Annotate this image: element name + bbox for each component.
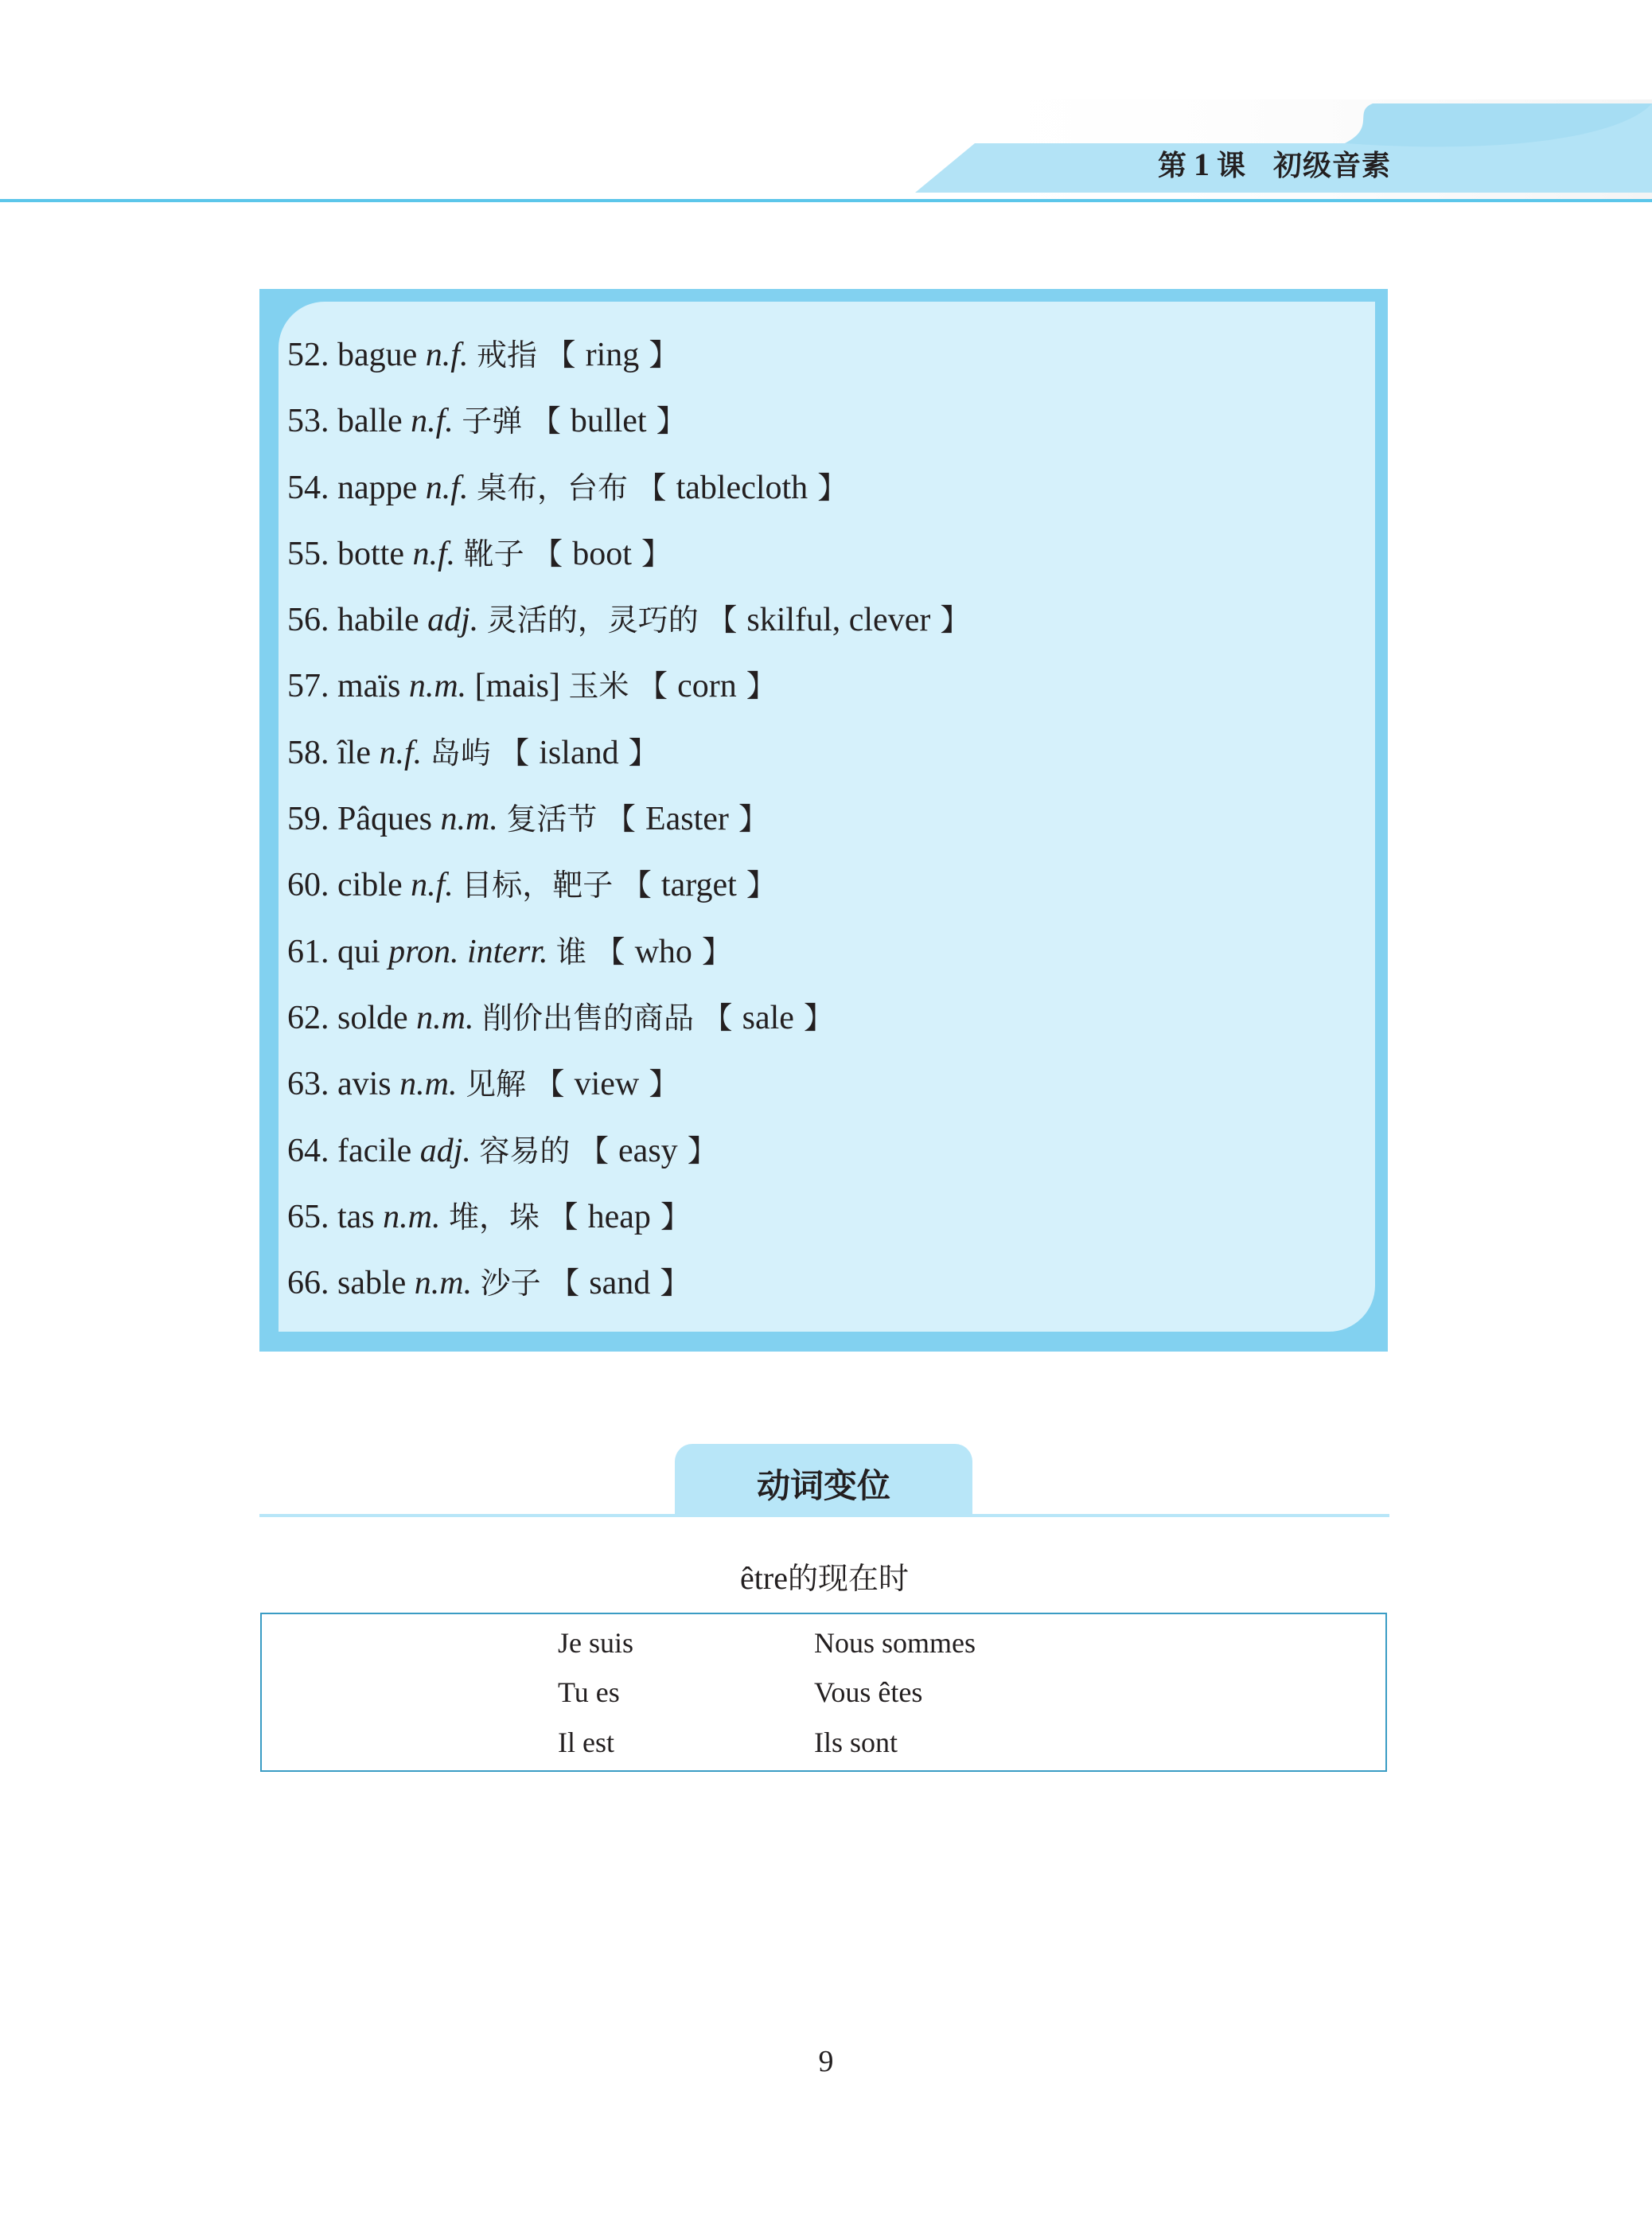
page-number: 9 xyxy=(818,2045,834,2078)
bracket-open: 【 xyxy=(547,1199,588,1235)
vocab-word: bague xyxy=(337,337,418,373)
vocab-pos: n.m. xyxy=(414,1265,473,1302)
vocab-pos: n.m. xyxy=(383,1198,441,1235)
vocab-english: target xyxy=(660,867,737,904)
vocab-pos: n.f. xyxy=(412,535,456,572)
vocabulary-item xyxy=(287,790,970,856)
caption-verb: être xyxy=(740,1560,788,1596)
vocab-pos: n.f. xyxy=(411,403,454,440)
caption-tense: 的现在时 xyxy=(787,1561,909,1596)
vocab-english: ring xyxy=(585,337,640,373)
vocab-word: sable xyxy=(337,1265,407,1302)
vocab-english: who xyxy=(634,933,692,970)
vocab-pos: n.f. xyxy=(425,469,469,506)
bracket-open: 【 xyxy=(637,669,678,704)
vocabulary-item xyxy=(287,525,970,591)
bracket-close: 】 xyxy=(728,802,769,837)
table-caption xyxy=(259,1554,1389,1598)
vocab-number: 60. xyxy=(287,867,329,904)
vocab-word: maïs xyxy=(337,668,401,705)
bracket-open: 【 xyxy=(636,470,676,505)
vocab-word: qui xyxy=(337,933,380,970)
lesson-number: 1 xyxy=(1193,146,1210,182)
vocabulary-item xyxy=(287,724,970,790)
bracket-open: 【 xyxy=(621,868,661,903)
vocab-number: 64. xyxy=(287,1132,329,1169)
vocab-chinese: 复活节 xyxy=(506,802,598,837)
vocabulary-item xyxy=(287,923,970,989)
section-title: 动词变位 xyxy=(756,1466,890,1505)
lesson-suffix: 课 xyxy=(1216,150,1246,182)
bracket-open: 【 xyxy=(534,1067,575,1102)
vocab-english: corn xyxy=(677,668,737,705)
vocab-number: 65. xyxy=(287,1198,329,1235)
vocab-number: 52. xyxy=(287,337,329,373)
bracket-close: 】 xyxy=(692,934,733,970)
lesson-prefix: 第 xyxy=(1157,150,1187,182)
vocab-word: cible xyxy=(337,867,403,904)
vocab-word: solde xyxy=(337,999,408,1036)
vocab-chinese: 灵活的，灵巧的 xyxy=(486,603,699,638)
vocab-word: île xyxy=(337,734,371,771)
header-rule xyxy=(0,199,1652,202)
bracket-open: 【 xyxy=(702,1000,742,1036)
bracket-open: 【 xyxy=(532,536,573,572)
vocabulary-item xyxy=(287,989,970,1055)
bracket-close: 】 xyxy=(650,1199,691,1235)
bracket-close: 】 xyxy=(639,1067,680,1102)
vocab-chinese: 容易的 xyxy=(479,1133,571,1168)
conj-plural-1: Nous sommes xyxy=(814,1627,976,1659)
vocabulary-item xyxy=(287,326,970,392)
vocab-pos: n.m. xyxy=(399,1066,458,1103)
vocabulary-item xyxy=(287,1188,970,1254)
vocab-number: 63. xyxy=(287,1066,329,1103)
vocab-chinese: 岛屿 xyxy=(430,735,491,771)
vocab-pos: pron. interr. xyxy=(388,933,548,970)
vocabulary-item xyxy=(287,459,970,525)
conjugation-table xyxy=(260,1613,1387,1772)
vocab-word: nappe xyxy=(337,469,418,506)
vocab-word: balle xyxy=(337,403,403,440)
vocabulary-item xyxy=(287,657,970,724)
header-decoration xyxy=(0,0,1652,207)
bracket-close: 】 xyxy=(736,669,777,704)
bracket-close: 】 xyxy=(736,868,777,903)
conj-singular-1: Je suis xyxy=(558,1627,634,1659)
vocab-english: sand xyxy=(589,1265,651,1302)
lesson-header xyxy=(1120,143,1391,184)
vocab-pos: n.m. xyxy=(440,801,498,838)
bracket-close: 】 xyxy=(631,536,672,572)
vocabulary-item xyxy=(287,591,970,657)
vocab-number: 61. xyxy=(287,933,329,970)
vocab-number: 53. xyxy=(287,403,329,440)
vocab-english: view xyxy=(574,1066,640,1103)
conj-plural-3: Ils sont xyxy=(814,1726,898,1758)
bracket-open: 【 xyxy=(499,735,540,771)
vocabulary-item xyxy=(287,1055,970,1122)
conj-singular-3: Il est xyxy=(558,1726,614,1758)
bracket-close: 】 xyxy=(639,337,680,373)
bracket-open: 【 xyxy=(594,934,635,970)
vocabulary-item xyxy=(287,392,970,458)
vocab-word: facile xyxy=(337,1132,412,1169)
vocab-chinese: 沙子 xyxy=(480,1266,541,1301)
vocab-word: botte xyxy=(337,535,404,572)
vocab-pos: adj. xyxy=(427,602,479,639)
vocab-number: 57. xyxy=(287,668,329,705)
bracket-open: 【 xyxy=(530,404,571,439)
vocab-pos: n.f. xyxy=(425,337,469,373)
vocab-chinese: 堆，垛 xyxy=(449,1199,540,1235)
vocab-chinese: 见解 xyxy=(466,1067,527,1102)
vocab-english: boot xyxy=(572,535,632,572)
vocabulary-item xyxy=(287,1122,970,1188)
vocab-english: bullet xyxy=(570,403,647,440)
conj-plural-2: Vous êtes xyxy=(814,1676,923,1708)
vocab-chinese: 子弹 xyxy=(462,404,523,439)
vocab-pos: adj. xyxy=(419,1132,471,1169)
bracket-open: 【 xyxy=(545,337,586,373)
vocab-number: 55. xyxy=(287,535,329,572)
vocab-chinese: 削价出售的商品 xyxy=(482,1000,695,1036)
vocab-pos: n.m. xyxy=(416,999,474,1036)
vocab-chinese: 靴子 xyxy=(463,536,524,572)
vocab-english: heap xyxy=(587,1198,651,1235)
vocab-chinese: 桌布，台布 xyxy=(476,470,628,505)
vocab-chinese: 戒指 xyxy=(476,337,537,373)
vocab-number: 62. xyxy=(287,999,329,1036)
vocab-number: 54. xyxy=(287,469,329,506)
vocab-chinese: 谁 xyxy=(555,934,586,970)
vocab-word: Pâques xyxy=(337,801,432,838)
vocab-english: skilful, clever xyxy=(746,602,931,639)
bracket-open: 【 xyxy=(578,1133,619,1168)
bracket-close: 】 xyxy=(930,603,971,638)
vocab-number: 66. xyxy=(287,1265,329,1302)
vocabulary-item xyxy=(287,1254,970,1321)
conj-singular-2: Tu es xyxy=(558,1676,620,1708)
lesson-title: 初级音素 xyxy=(1272,150,1391,182)
vocab-english: tablecloth xyxy=(676,469,808,506)
bracket-close: 】 xyxy=(677,1133,718,1168)
section-rule xyxy=(259,1514,1389,1517)
vocab-english: Easter xyxy=(645,801,729,838)
bracket-close: 】 xyxy=(650,1266,691,1301)
bracket-close: 】 xyxy=(618,735,659,771)
vocab-chinese: 目标，靶子 xyxy=(462,868,614,903)
vocab-pos: n.m. xyxy=(408,668,467,705)
bracket-close: 】 xyxy=(793,1000,834,1036)
vocab-pos: n.f. xyxy=(379,734,423,771)
vocab-word: avis xyxy=(337,1066,392,1103)
vocabulary-list xyxy=(287,326,970,1321)
bracket-open: 【 xyxy=(707,603,747,638)
vocabulary-item xyxy=(287,856,970,923)
vocab-chinese: 玉米 xyxy=(568,669,629,704)
vocab-word: tas xyxy=(337,1198,375,1235)
vocab-word: habile xyxy=(337,602,419,639)
vocab-number: 56. xyxy=(287,602,329,639)
vocab-pronunciation: [mais] xyxy=(474,668,560,705)
vocab-english: island xyxy=(539,734,619,771)
bracket-close: 】 xyxy=(808,470,848,505)
vocab-number: 59. xyxy=(287,801,329,838)
bracket-open: 【 xyxy=(549,1266,590,1301)
bracket-close: 】 xyxy=(646,404,687,439)
vocab-pos: n.f. xyxy=(411,867,454,904)
bracket-open: 【 xyxy=(605,802,645,837)
vocab-english: easy xyxy=(618,1132,678,1169)
vocab-english: sale xyxy=(742,999,794,1036)
vocab-number: 58. xyxy=(287,734,329,771)
